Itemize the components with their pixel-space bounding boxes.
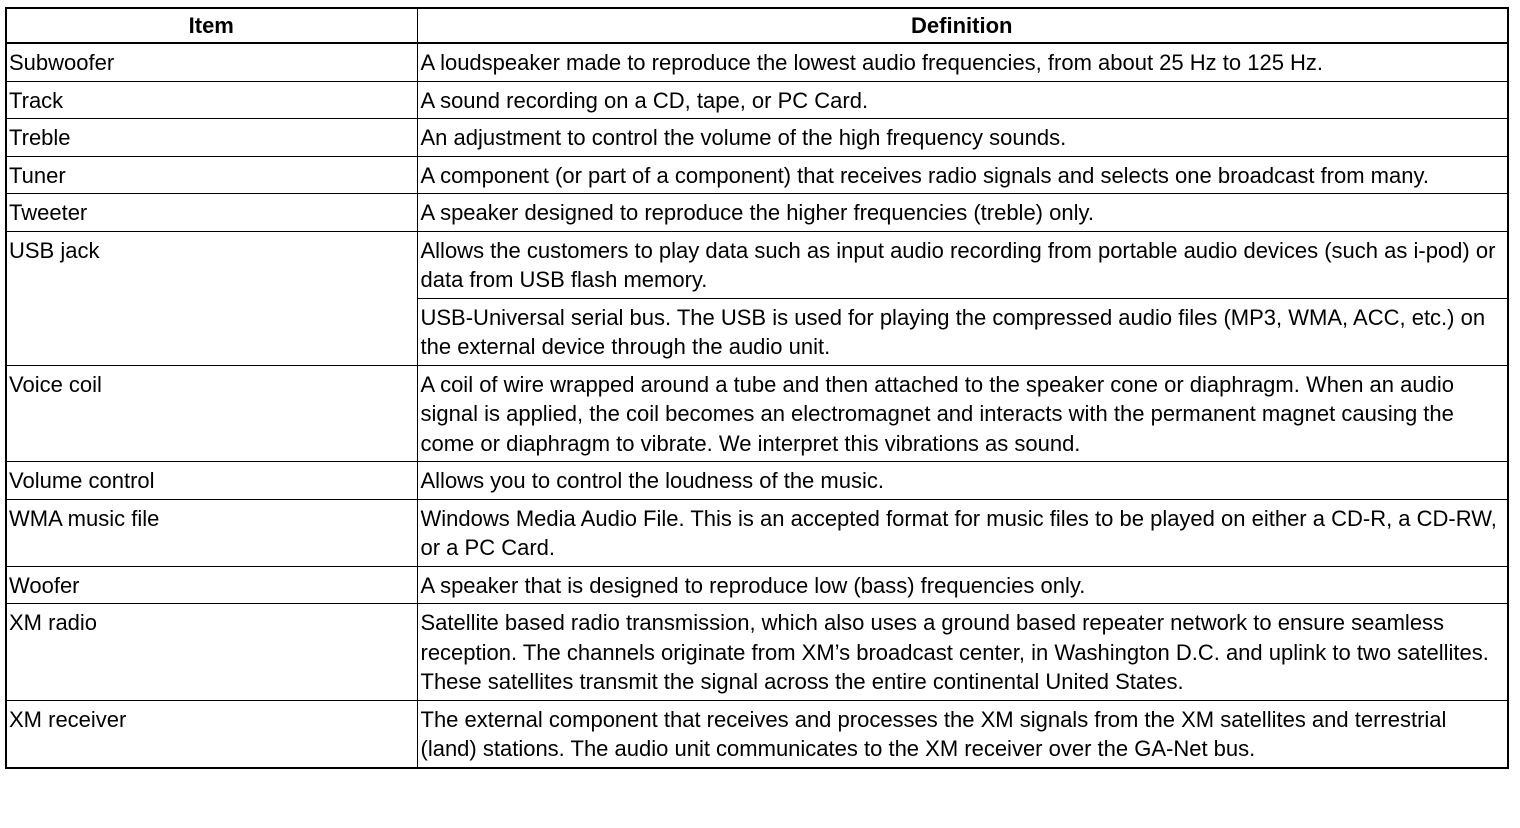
table-row [6, 119, 1508, 157]
table-row [6, 365, 1508, 462]
item-column-header: Item [6, 8, 417, 43]
header-row [6, 8, 1508, 43]
table-row [6, 231, 1508, 298]
definition-cell: A coil of wire wrapped around a tube and then attached to the speaker cone or diaphragm. When an audio signal is applied, the coil becomes an electromagnet and interacts with the permanent magnet causing the come or diaphragm to vibrate. We interpret this vibrations as sound. [417, 365, 1508, 462]
glossary-table [5, 7, 1509, 769]
item-cell: Volume control [6, 462, 417, 500]
definition-cell: Allows you to control the loudness of the music. [417, 462, 1508, 500]
table-row [6, 43, 1508, 81]
definition-cell: Windows Media Audio File. This is an accepted format for music files to be played on either a CD-R, a CD-RW, or a PC Card. [417, 499, 1508, 566]
item-cell: Tweeter [6, 194, 417, 232]
definition-cell: Allows the customers to play data such as input audio recording from portable audio devices (such as i-pod) or data from USB flash memory. [417, 231, 1508, 298]
definition-cell: Satellite based radio transmission, which also uses a ground based repeater network to ensure seamless reception. The channels originate from XM’s broadcast center, in Washington D.C. and uplink to two satellites. These satellites transmit the signal across the entire continental United States. [417, 604, 1508, 701]
definition-cell: A component (or part of a component) that receives radio signals and selects one broadcast from many. [417, 156, 1508, 194]
definition-cell: A speaker that is designed to reproduce low (bass) frequencies only. [417, 566, 1508, 604]
item-cell: Treble [6, 119, 417, 157]
table-row [6, 499, 1508, 566]
definition-cell: An adjustment to control the volume of the high frequency sounds. [417, 119, 1508, 157]
item-cell: Subwoofer [6, 43, 417, 81]
definition-cell: A speaker designed to reproduce the higher frequencies (treble) only. [417, 194, 1508, 232]
definition-cell: A loudspeaker made to reproduce the lowest audio frequencies, from about 25 Hz to 125 Hz. [417, 43, 1508, 81]
table-row [6, 566, 1508, 604]
table-row [6, 81, 1508, 119]
table-row [6, 194, 1508, 232]
definition-cell: A sound recording on a CD, tape, or PC Card. [417, 81, 1508, 119]
definition-cell: USB-Universal serial bus. The USB is used for playing the compressed audio files (MP3, WMA, ACC, etc.) on the external device through the audio unit. [417, 298, 1508, 365]
item-cell: Voice coil [6, 365, 417, 462]
item-cell: Track [6, 81, 417, 119]
table-row [6, 462, 1508, 500]
item-cell: WMA music file [6, 499, 417, 566]
glossary-body [6, 43, 1508, 768]
item-cell: Woofer [6, 566, 417, 604]
item-cell: USB jack [6, 231, 417, 365]
table-row [6, 156, 1508, 194]
table-row [6, 700, 1508, 768]
definition-column-header: Definition [417, 8, 1508, 43]
item-cell: XM receiver [6, 700, 417, 768]
item-cell: XM radio [6, 604, 417, 701]
item-cell: Tuner [6, 156, 417, 194]
definition-cell: The external component that receives and processes the XM signals from the XM satellites and terrestrial (land) stations. The audio unit communicates to the XM receiver over the GA-Net bus. [417, 700, 1508, 768]
table-row [6, 604, 1508, 701]
